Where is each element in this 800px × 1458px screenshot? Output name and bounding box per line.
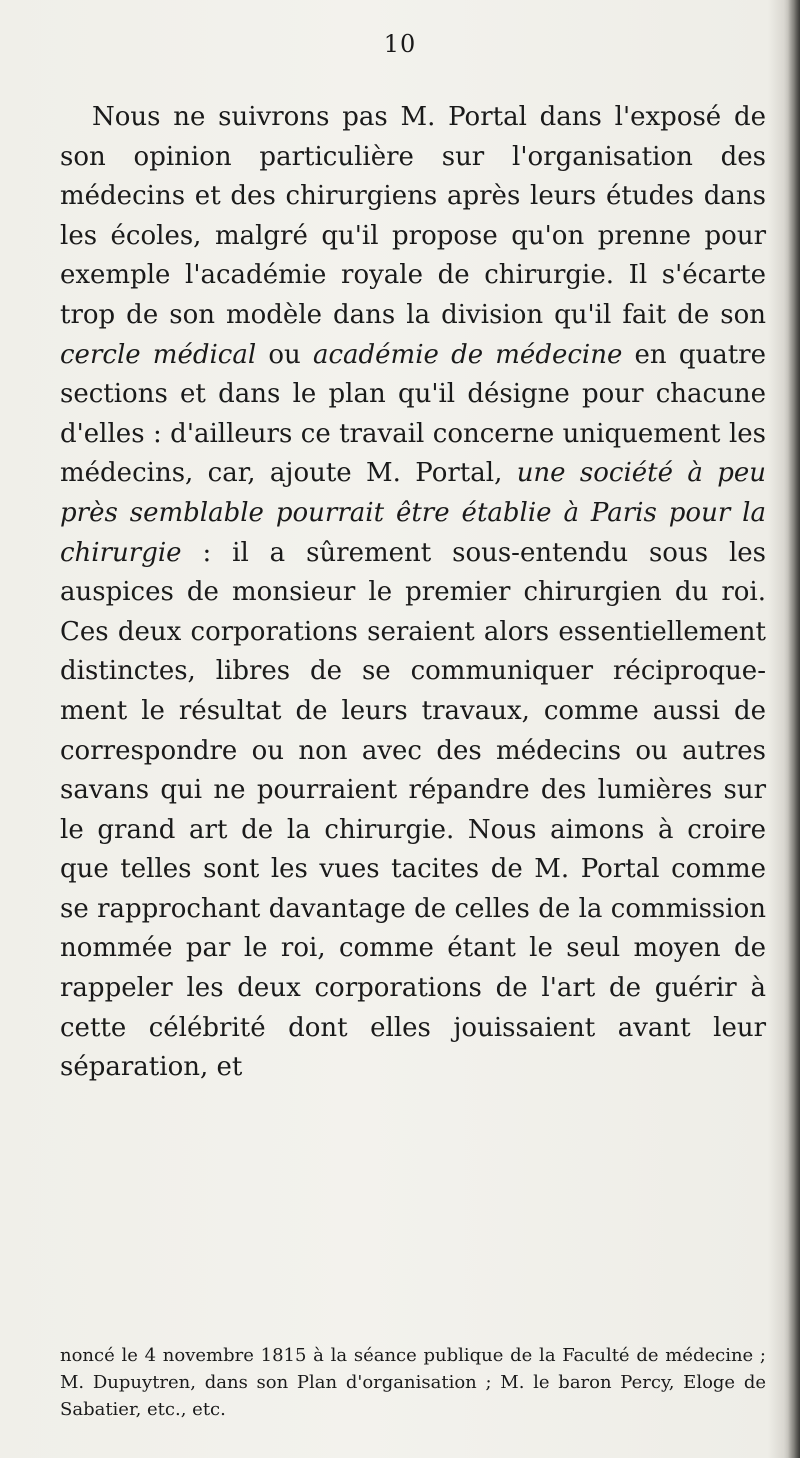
- page-edge-shadow: [788, 0, 800, 1458]
- italic-academie-de-medecine: académie de médecine: [312, 339, 623, 370]
- body-text-segment-4: : il a sûrement sous-entendu sous les auspices de monsieur le premier chirurgien du roi. Ces deux corporations seraient alors essentiellement distinctes, libres de se communiquer réciproquement le résultat de leurs travaux, comme aussi de correspondre ou non avec des médecins ou autres savans qui ne pourraient répandre des lumières sur le grand art de la chirurgie. Nous aimons à croire que telles sont les vues tacites de M. Portal comme se rapprochant davantage de celles de la commission nommée par le roi, comme étant le seul moyen de rappeler les deux corporations de l'art de guérir à cette célébrité dont elles jouissaient avant leur séparation, et: [60, 537, 766, 1083]
- body-text-segment-2: ou: [256, 339, 313, 370]
- italic-cercle-medical: cercle médical: [60, 339, 257, 370]
- page-number: 10: [383, 30, 417, 58]
- body-paragraph: [60, 98, 766, 1088]
- body-text-segment-3: en quatre sections et dans le plan qu'il désigne pour chacune d'elles : d'ailleurs ce travail concerne uniquement les médecins, car, ajoute M. Portal,: [60, 339, 766, 489]
- body-text-segment-1: Nous ne suivrons pas M. Portal dans l'exposé de son opinion particulière sur l'organisation des médecins et des chirurgiens après leurs études dans les écoles, malgré qu'il propose qu'on prenne pour exemple l'académie royale de chirurgie. Il s'écarte trop de son modèle dans la division qu'il fait de son: [60, 102, 766, 330]
- italic-quotation-portal: une société à peu près semblable pourrait être établie à Paris pour la chirurgie: [60, 458, 766, 568]
- footnote: noncé le 4 novembre 1815 à la séance publique de la Faculté de médecine ; M. Dupuytren, dans son Plan d'organisation ; M. le baron Percy, Eloge de Sabatier, etc., etc.: [60, 1345, 766, 1420]
